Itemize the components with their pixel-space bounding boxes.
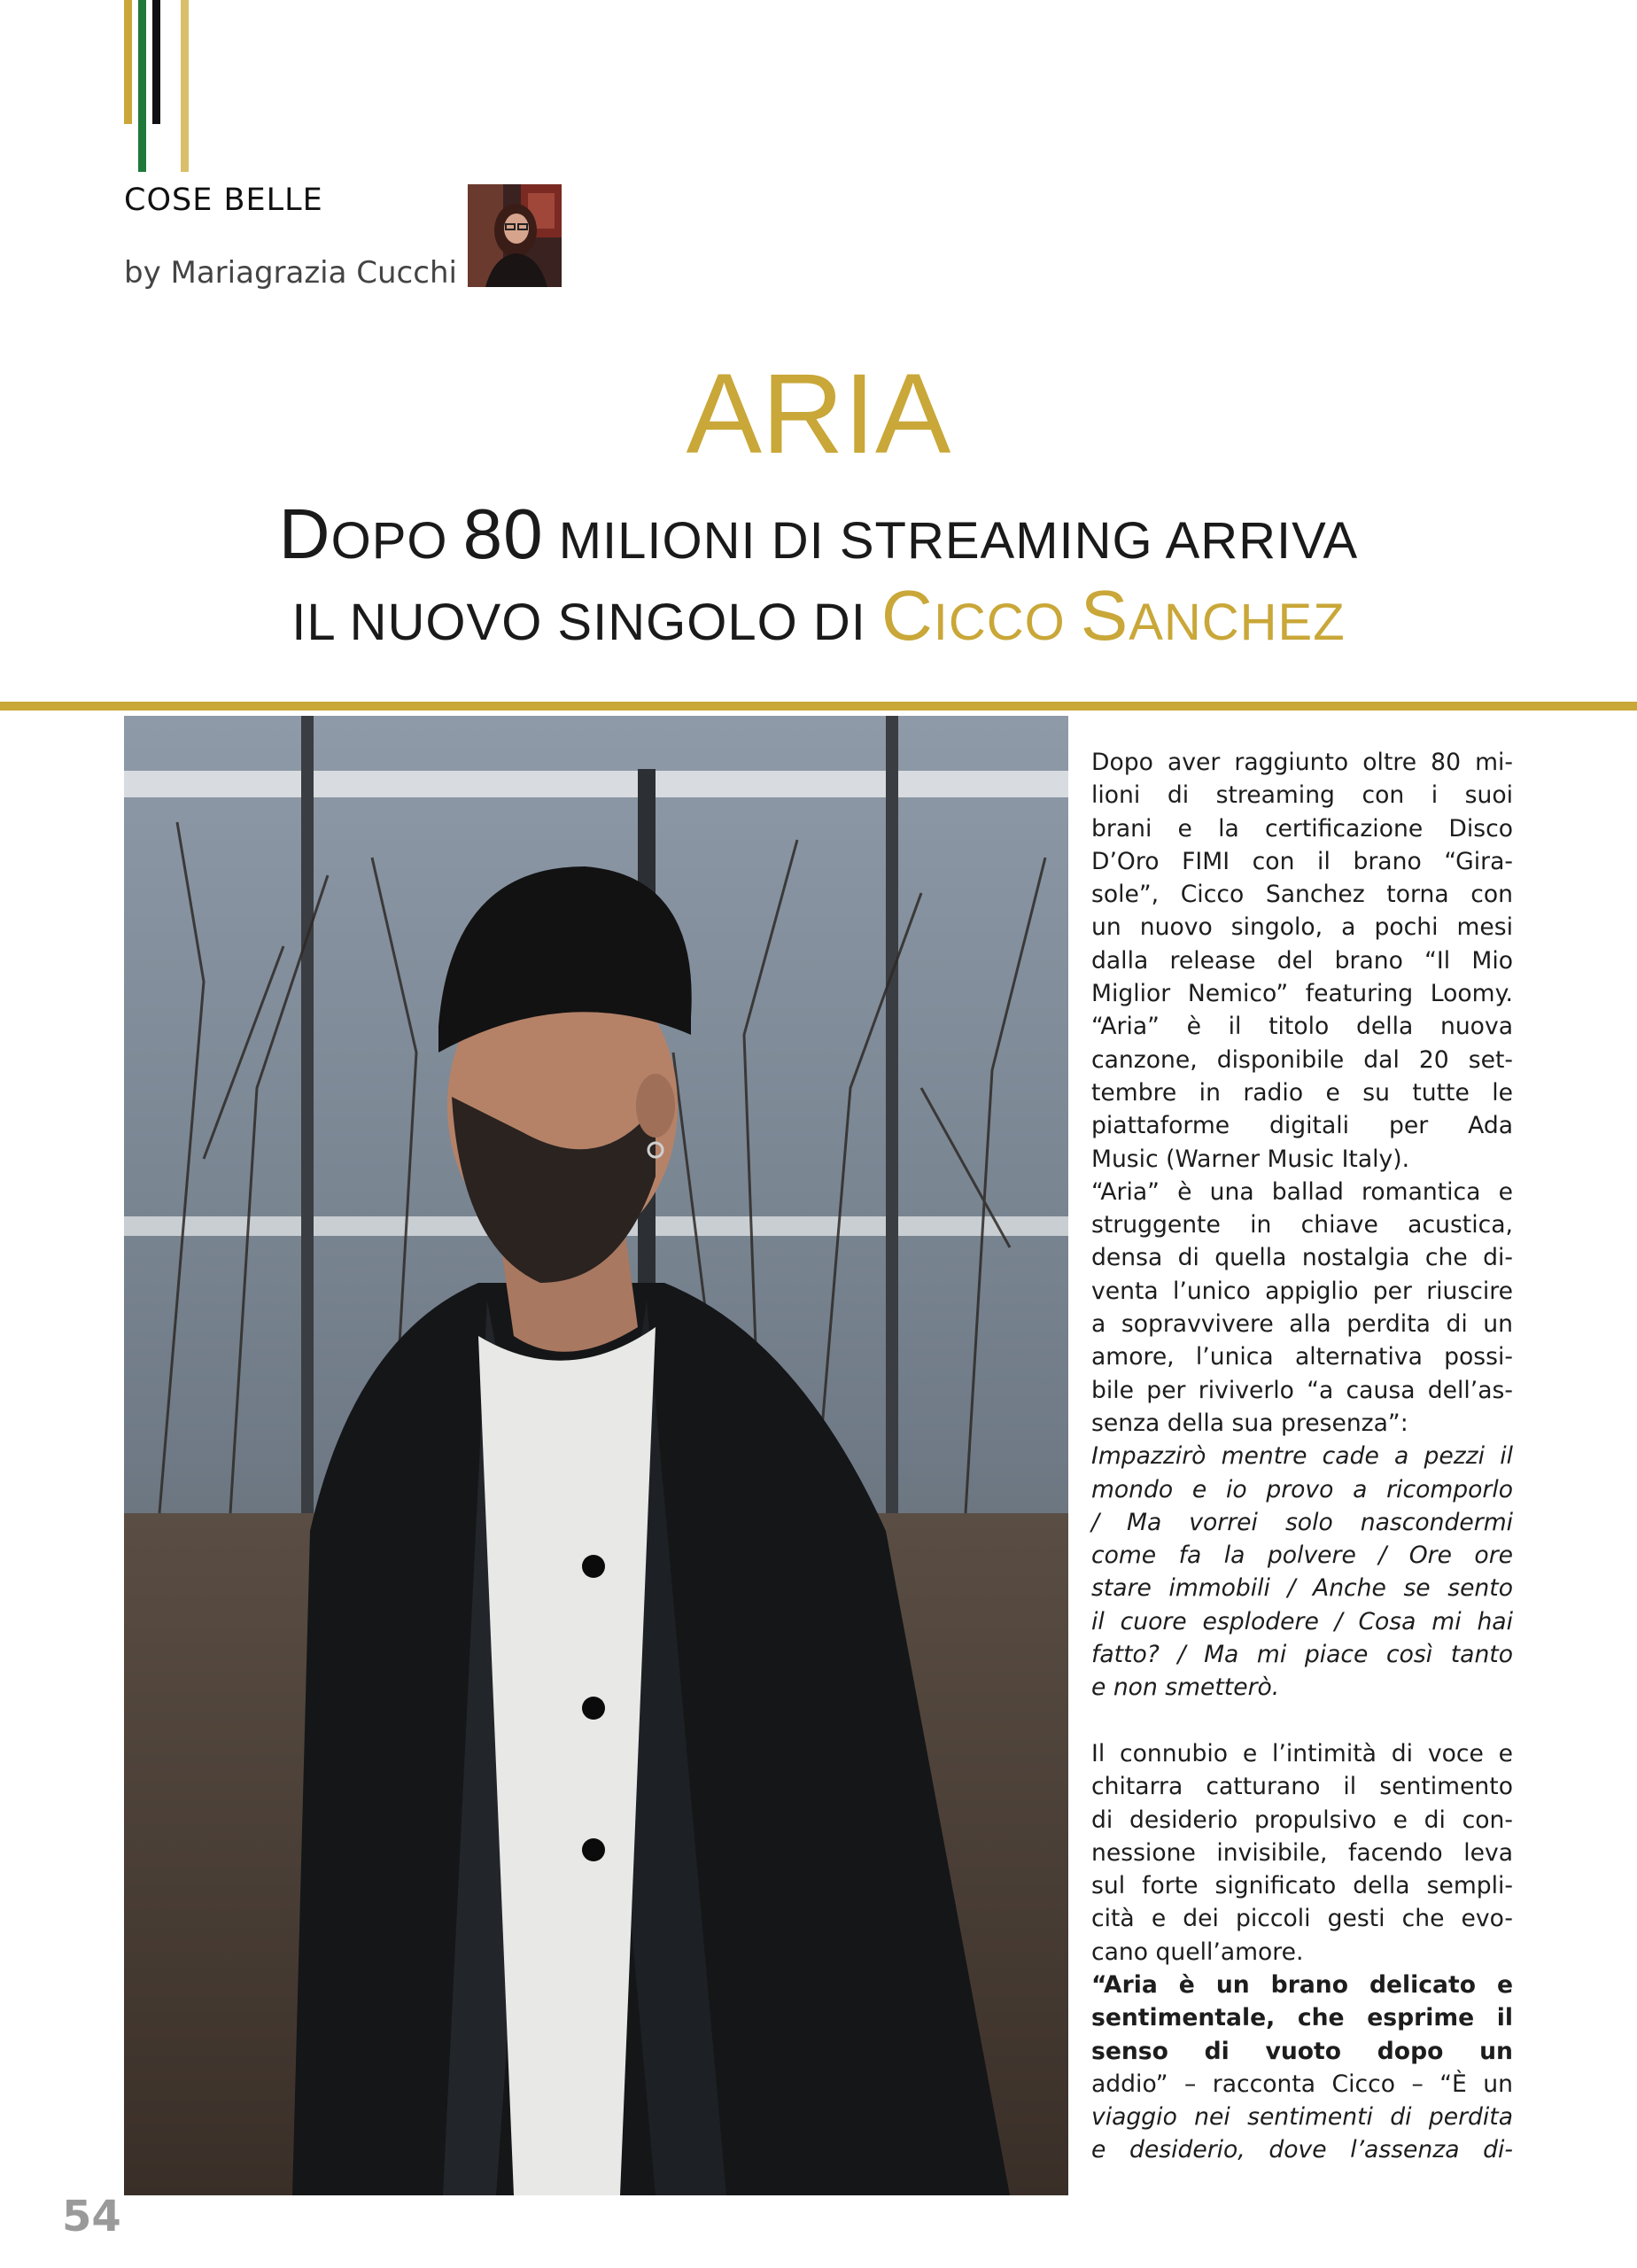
- quote-line-italic: viaggio nei sentimenti di perdita: [1091, 2103, 1513, 2132]
- body-line: amore, l’unica alternativa possi-: [1091, 1343, 1513, 1371]
- body-line: “Aria” è una ballad romantica e: [1091, 1177, 1513, 1206]
- body-line: D’Oro FIMI con il brano “Gira-: [1091, 847, 1513, 875]
- body-line: densa di quella nostalgia che di-: [1091, 1244, 1513, 1272]
- body-line: dalla release del brano “Il Mio: [1091, 946, 1513, 975]
- body-line: canzone, disponibile dal 20 set-: [1091, 1045, 1513, 1074]
- body-line: venta l’unico appiglio per riuscire: [1091, 1277, 1513, 1305]
- headline: ARIA: [686, 351, 951, 478]
- deck-name-initial: C: [881, 576, 934, 655]
- body-line: struggente in chiave acustica,: [1091, 1211, 1513, 1239]
- body-line: sole”, Cicco Sanchez torna con: [1091, 881, 1513, 909]
- body-line: Music (Warner Music Italy).: [1091, 1145, 1410, 1173]
- body-line: nessione invisibile, facendo leva: [1091, 1838, 1513, 1867]
- lyrics-line: Impazzirò mentre cade a pezzi il: [1091, 1442, 1513, 1471]
- body-line: sul forte significato della sempli-: [1091, 1872, 1513, 1900]
- artist-photo: [124, 716, 1068, 2195]
- lyrics-line: come fa la polvere / Ore ore: [1091, 1542, 1513, 1570]
- decorative-bar-gold-left: [124, 0, 132, 124]
- section-label: COSE BELLE: [124, 183, 323, 218]
- body-line: addio” – racconta Cicco – “È un: [1091, 2070, 1513, 2098]
- quote-line: sentimentale, che esprime il: [1091, 2004, 1513, 2032]
- deck-name-text: ANCHEZ: [1129, 594, 1346, 651]
- deck-line-2: [0, 576, 1637, 663]
- gold-rule: [0, 702, 1637, 711]
- lyrics-line: fatto? / Ma mi piace così tanto: [1091, 1641, 1513, 1669]
- body-line: tembre in radio e su tutte le: [1091, 1078, 1513, 1107]
- body-blank-line: [1091, 1705, 1513, 1737]
- lyrics-line: stare immobili / Anche se sento: [1091, 1574, 1513, 1603]
- deck-drop-letter: D: [278, 494, 331, 573]
- decorative-bar-gold-right: [181, 0, 189, 172]
- deck-text: MILIONI DI STREAMING ARRIVA: [543, 512, 1359, 570]
- deck-text: OPO: [330, 512, 463, 570]
- body-line: un nuovo singolo, a pochi mesi: [1091, 913, 1513, 942]
- body-line: senza della sua presenza”:: [1091, 1409, 1408, 1437]
- page-number: 54: [62, 2192, 121, 2241]
- deck-line-1: [0, 494, 1637, 581]
- body-line: Il connubio e l’intimità di voce e: [1091, 1739, 1513, 1767]
- article-body: [1091, 746, 1513, 2167]
- decorative-bar-black: [152, 0, 160, 124]
- deck-name-text: ICCO: [933, 594, 1081, 651]
- lyrics-line: mondo e io provo a ricomporlo: [1091, 1475, 1513, 1503]
- body-line: brani e la certificazione Disco: [1091, 814, 1513, 843]
- body-line: Dopo aver raggiunto oltre 80 mi-: [1091, 749, 1513, 776]
- body-line: cità e dei piccoli gesti che evo-: [1091, 1905, 1513, 1933]
- body-line: a sopravvivere alla perdita di un: [1091, 1310, 1513, 1339]
- quote-line: “Aria è un brano delicato e: [1091, 1970, 1513, 1999]
- byline: by Mariagrazia Cucchi: [124, 255, 457, 291]
- quote-line-italic: e desiderio, dove l’assenza di-: [1091, 2136, 1513, 2164]
- body-line: bile per riviverlo “a causa dell’as-: [1091, 1376, 1513, 1404]
- deck-number: 80: [462, 494, 544, 573]
- quote-line: senso di vuoto dopo un: [1091, 2037, 1513, 2065]
- body-line: lioni di streaming con i suoi: [1091, 781, 1513, 810]
- lyrics-line: e non smetterò.: [1091, 1674, 1280, 1702]
- body-line: “Aria” è il titolo della nuova: [1091, 1013, 1513, 1041]
- body-line: piattaforme digitali per Ada: [1091, 1112, 1513, 1140]
- decorative-bar-green: [138, 0, 146, 172]
- body-line: chitarra catturano il sentimento: [1091, 1773, 1513, 1801]
- body-line: Miglior Nemico” featuring Loomy.: [1091, 980, 1513, 1008]
- lyrics-line: il cuore esplodere / Cosa mi hai: [1091, 1607, 1513, 1635]
- deck-text: IL NUOVO SINGOLO DI: [291, 594, 881, 651]
- author-photo: [468, 184, 562, 287]
- lyrics-line: / Ma vorrei solo nascondermi: [1091, 1508, 1513, 1536]
- deck-name-initial: S: [1080, 576, 1129, 655]
- body-line: di desiderio propulsivo e di con-: [1091, 1806, 1513, 1834]
- body-line: cano quell’amore.: [1091, 1938, 1304, 1966]
